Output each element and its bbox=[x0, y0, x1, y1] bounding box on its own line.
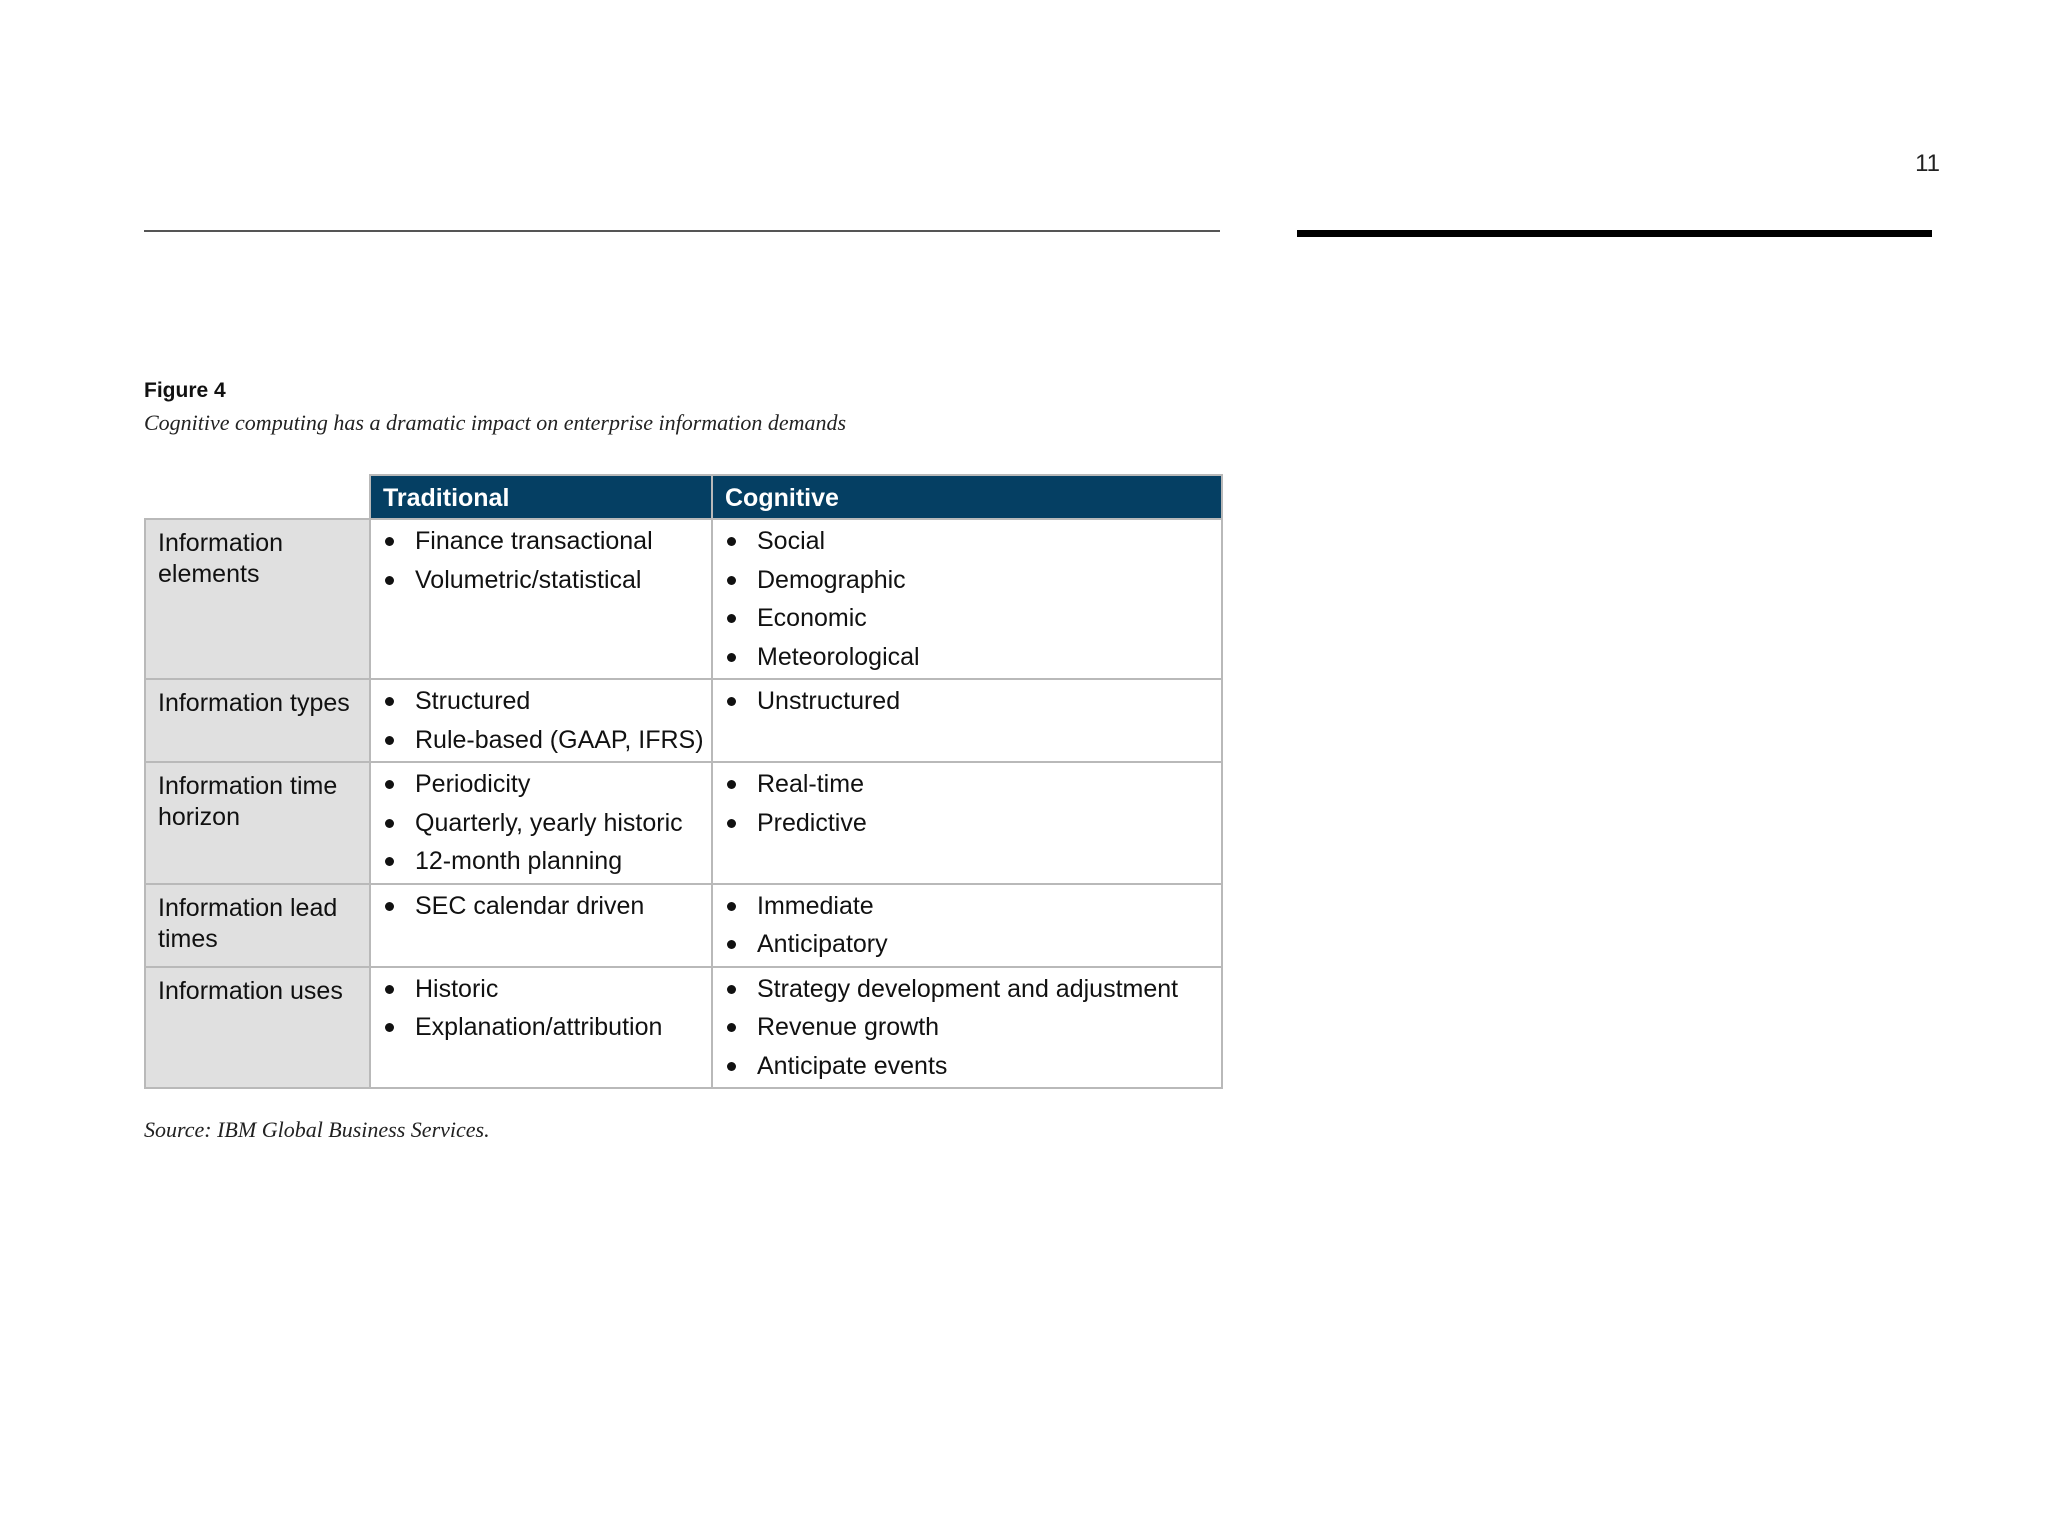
traditional-cell bbox=[370, 679, 712, 762]
figure-caption: Cognitive computing has a dramatic impact on enterprise information demands bbox=[144, 410, 847, 435]
list-item: Social bbox=[725, 522, 1209, 561]
row-header: Information lead times bbox=[145, 884, 370, 967]
list-item: Historic bbox=[383, 970, 699, 1009]
table-header-row bbox=[145, 475, 1222, 519]
row-header: Information time horizon bbox=[145, 762, 370, 884]
column-header-cognitive: Cognitive bbox=[712, 475, 1222, 519]
list-item: Explanation/attribution bbox=[383, 1008, 699, 1047]
cognitive-cell bbox=[712, 967, 1222, 1089]
list-item: Volumetric/statistical bbox=[383, 561, 699, 600]
list-item: 12-month planning bbox=[383, 842, 699, 881]
list-item: SEC calendar driven bbox=[383, 887, 699, 926]
table-row bbox=[145, 519, 1222, 679]
list-item: Finance transactional bbox=[383, 522, 699, 561]
header-rule-right bbox=[1297, 230, 1932, 237]
page-number: 11 bbox=[1915, 150, 1940, 177]
cognitive-cell bbox=[712, 762, 1222, 884]
table-row bbox=[145, 884, 1222, 967]
table-row bbox=[145, 762, 1222, 884]
list-item: Rule-based (GAAP, IFRS) bbox=[383, 721, 699, 760]
list-item: Strategy development and adjustment bbox=[725, 970, 1209, 1009]
list-item: Unstructured bbox=[725, 682, 1209, 721]
figure-label: Figure 4 bbox=[144, 379, 226, 402]
traditional-cell bbox=[370, 519, 712, 679]
cognitive-cell bbox=[712, 884, 1222, 967]
list-item: Anticipate events bbox=[725, 1047, 1209, 1086]
list-item: Quarterly, yearly historic bbox=[383, 804, 699, 843]
list-item: Periodicity bbox=[383, 765, 699, 804]
list-item: Predictive bbox=[725, 804, 1209, 843]
table-row bbox=[145, 679, 1222, 762]
traditional-cell bbox=[370, 967, 712, 1089]
list-item: Anticipatory bbox=[725, 925, 1209, 964]
list-item: Demographic bbox=[725, 561, 1209, 600]
list-item: Economic bbox=[725, 599, 1209, 638]
figure-source: Source: IBM Global Business Services. bbox=[144, 1117, 490, 1142]
list-item: Meteorological bbox=[725, 638, 1209, 677]
header-rule-left bbox=[144, 230, 1220, 232]
cognitive-cell bbox=[712, 519, 1222, 679]
list-item: Real-time bbox=[725, 765, 1209, 804]
list-item: Structured bbox=[383, 682, 699, 721]
row-header: Information uses bbox=[145, 967, 370, 1089]
comparison-table bbox=[144, 474, 1223, 1089]
traditional-cell bbox=[370, 762, 712, 884]
row-header: Information elements bbox=[145, 519, 370, 679]
column-header-traditional: Traditional bbox=[370, 475, 712, 519]
traditional-cell bbox=[370, 884, 712, 967]
list-item: Revenue growth bbox=[725, 1008, 1209, 1047]
cognitive-cell bbox=[712, 679, 1222, 762]
row-header: Information types bbox=[145, 679, 370, 762]
table-corner-cell bbox=[145, 475, 370, 519]
list-item: Immediate bbox=[725, 887, 1209, 926]
table-row bbox=[145, 967, 1222, 1089]
